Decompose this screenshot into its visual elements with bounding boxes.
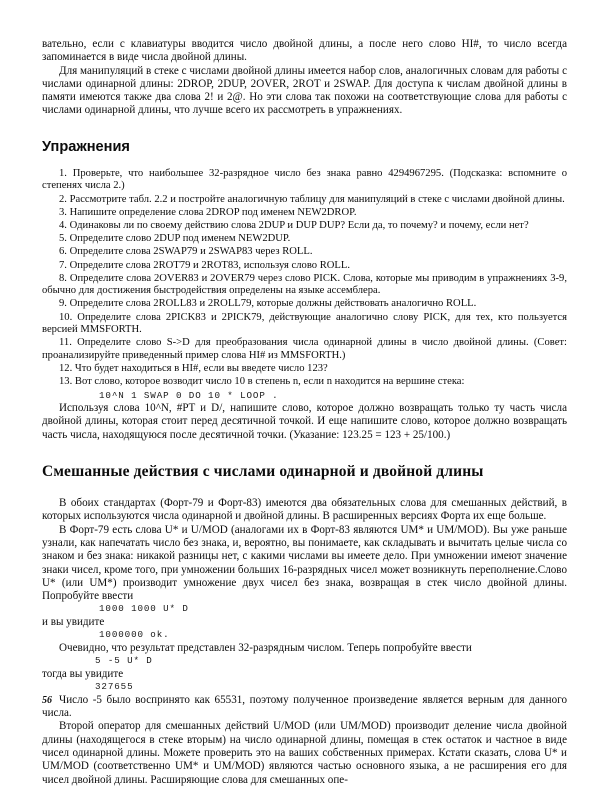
- paragraph-second-operator: Второй оператор для смешанных действий U/MOD (или UM/MOD) производит деление числа двойной длины (находящегося в стеке вторым) на число одинарной длины, помещая в стек остаток и частное в виде чисел одинарной длины. Можете проверить это на ваших собственных примерах. Кстати сказать, слова U* и UM/MOD (соответственно UM* и UM/MOD) являются частью основного языка, а не расширения его для чисел двойной длины. Расширяющие слова для смешанных опе-: [42, 720, 567, 786]
- exercise-item: 8. Определите слова 2OVER83 и 2OVER79 через слово PICK. Слова, которые мы приводим в упражнениях 3-9, обычно для достижения быстродействия определены на языке ассемблера.: [42, 272, 567, 297]
- exercise-item: 5. Определите слово 2DUP под именем NEW2DUP.: [59, 233, 291, 245]
- code-output-negative-multiply: 327655: [95, 681, 134, 693]
- exercise-item: 11. Определите слово S->D для преобразования числа одинарной длины в число двойной длины. (Совет: проанализируйте приведенный пример слова HI# из MMSFORTH.): [42, 337, 567, 362]
- paragraph-32bit-result: Очевидно, что результат представлен 32-разрядным числом. Теперь попробуйте ввести: [59, 641, 472, 654]
- code-input-multiply: 1000 1000 U* D: [99, 603, 189, 615]
- exercise-item: 7. Определите слова 2ROT79 и 2ROT83, используя слово ROLL.: [59, 259, 351, 271]
- paragraph-continuation: вательно, если с клавиатуры вводится число двойной длины, а после него слово HI#, то число всегда запоминается в виде числа двойной длины.: [42, 38, 567, 64]
- exercise-item: 10. Определите слова 2PICK83 и 2PICK79, действующие аналогично слову PICK, для тех, кто пользуется версией MMSFORTH.: [42, 311, 567, 336]
- page-number: 56: [42, 695, 52, 706]
- exercise-item: 3. Напишите определение слова 2DROP под именем NEW2DROP.: [59, 206, 357, 218]
- exercise-item: 6. Определите слова 2SWAP79 и 2SWAP83 через ROLL.: [59, 246, 313, 258]
- exercises-heading: Упражнения: [42, 138, 130, 155]
- exercise-item: 4. Одинаковы ли по своему действию слова 2DUP и DUP DUP? Если да, то почему? и почему, если нет?: [59, 219, 529, 231]
- exercise-item: 1. Проверьте, что наибольшее 32-разрядное число без знака равно 4294967295. (Подсказка: вспомните о степенях числа 2.): [42, 167, 567, 192]
- paragraph-stack-manipulation: Для манипуляций в стеке с числами двойной длины имеется набор слов, аналогичных словам для работы с числами одинарной длины: 2DROP, 2DUP, 2OVER, 2ROT и 2SWAP. Для доступа к числам двойной длины в памяти имеются также два слова 2! и 2@. Но эти слова так похожи на соответствующие слова для работы с числами одинарной длины, что лучше всего их рассмотреть в упражнениях.: [42, 64, 567, 117]
- paragraph-negative-five: Число -5 было воспринято как 65531, поэтому полученное произведение является верным для данного числа.: [42, 693, 567, 720]
- section-heading-mixed-operations: Смешанные действия с числами одинарной и двойной длины: [42, 463, 484, 481]
- spacer: [42, 481, 567, 497]
- exercise-item: 9. Определите слова 2ROLL83 и 2ROLL79, которые должны действовать аналогично ROLL.: [59, 298, 477, 310]
- spacer: [42, 155, 567, 168]
- spacer: [42, 118, 567, 139]
- exercise-list: [42, 168, 567, 389]
- exercise-closing-paragraph: Используя слова 10^N, #PT и D/, напишите слово, которое должно возвращать только ту часть числа двойной длины, которая стоит перед десятичной точкой. И еще напишите слово, которое должно возвращать часть числа, находящуюся после десятичной точки. (Указание: 123.25 = 123 + 25/100.): [42, 402, 567, 441]
- paragraph-standards: В обоих стандартах (Форт-79 и Форт-83) имеются два обязательных слова для смешанных действий, в которых используются числа одинарной и двойной длины. В расширенных версиях Форта их еще больше.: [42, 497, 567, 523]
- exercise-item: 13. Вот слово, которое возводит число 10 в степень n, если n находится на вершине стека:: [59, 376, 465, 388]
- exercise-item: 12. Что будет находиться в HI#, если вы введете число 123?: [59, 363, 328, 375]
- run-in-text-then-you-will-see: тогда вы увидите: [42, 667, 124, 680]
- paragraph-u-star-umod: В Форт-79 есть слова U* и U/MOD (аналогами их в Форт-83 являются UM* и UM/MOD). Вы уже раньше узнали, как напечатать число без знака, и, вероятно, вы понимаете, как складывать и вычитать целые числа со знаком и без знака: никакой разницы нет, с какими числами вы имеете дело. При умножении имеют значение знаки чисел, кроме того, при умножении больших 16-разрядных чисел может возникнуть переполнение.Слово U* (или UM*) производит умножение двух чисел без знака, возвращая в стек число двойной длины. Попробуйте ввести: [42, 523, 567, 603]
- run-in-text-you-will-see: и вы увидите: [42, 616, 105, 629]
- spacer: [42, 442, 567, 463]
- code-input-negative-multiply: 5 -5 U* D: [95, 655, 153, 667]
- exercise-item: 2. Рассмотрите табл. 2.2 и постройте аналогичную таблицу для манипуляций в стеке с числами двойной длины.: [59, 193, 565, 205]
- code-sample-power-of-ten: 10^N 1 SWAP 0 DO 10 * LOOP .: [99, 389, 279, 401]
- code-output-multiply: 1000000 ok.: [99, 629, 170, 641]
